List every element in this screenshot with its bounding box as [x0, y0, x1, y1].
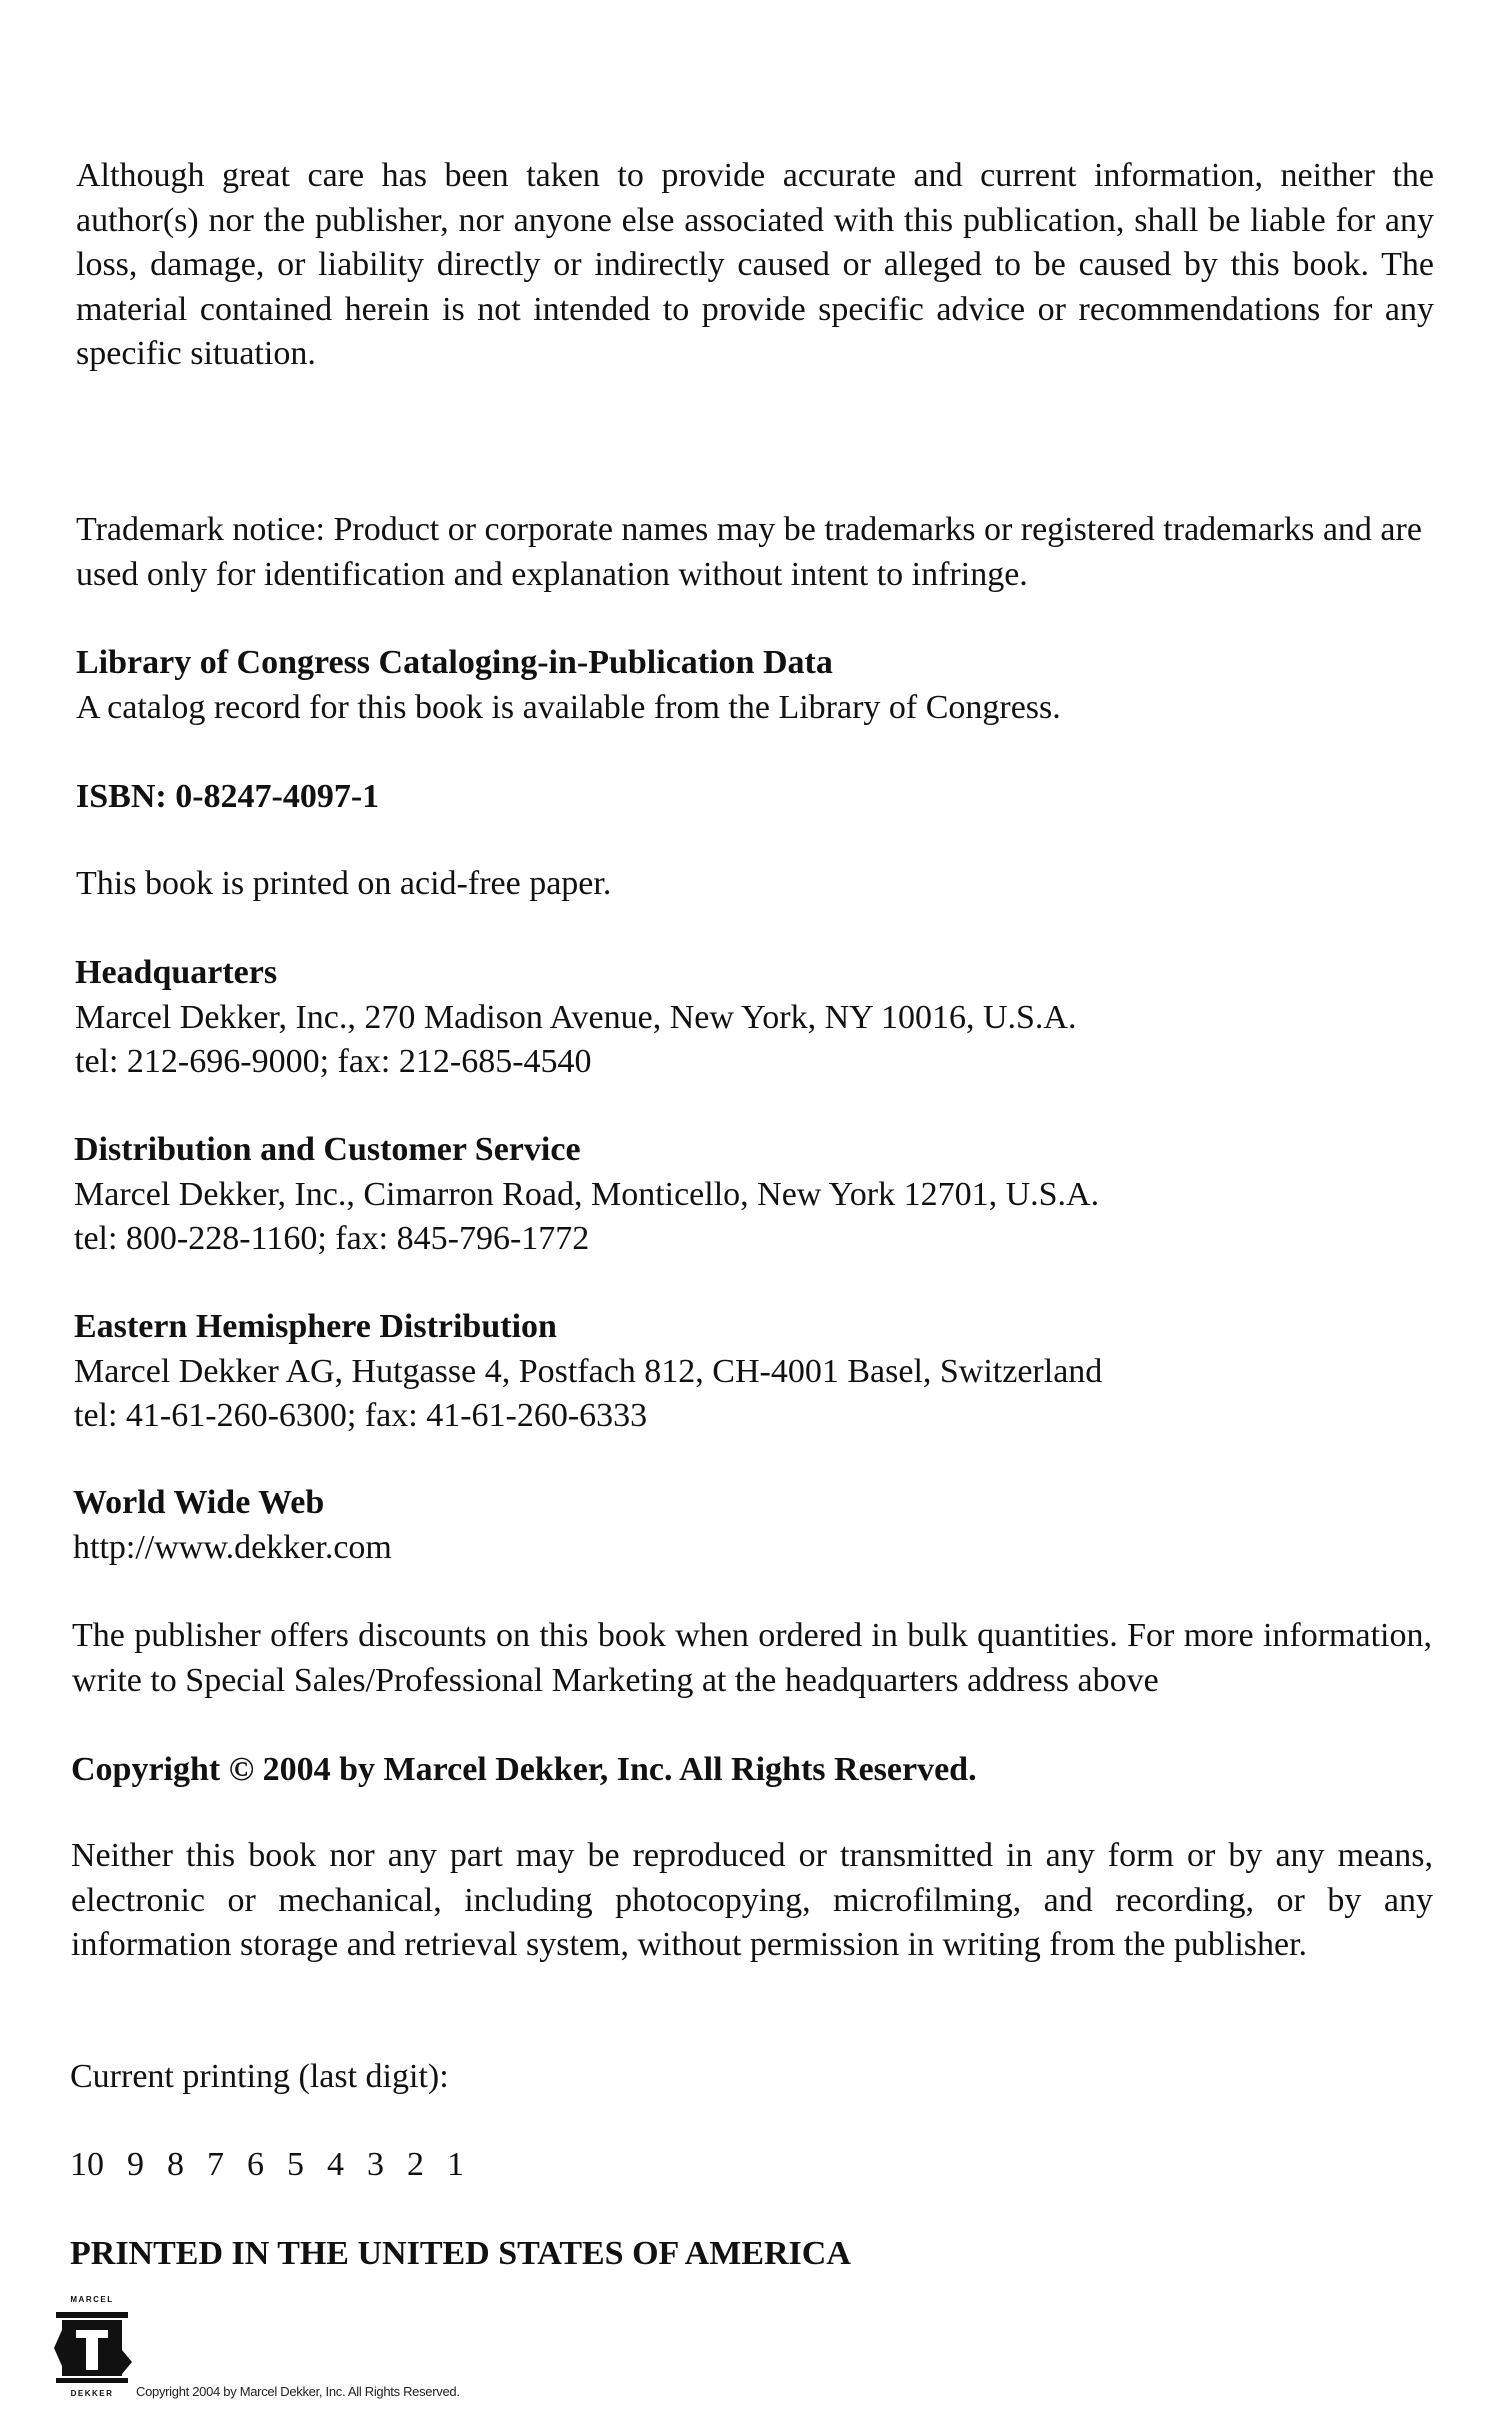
logo-top-word: MARCEL [70, 2295, 114, 2304]
footer-copyright-note: Copyright 2004 by Marcel Dekker, Inc. All Rights Reserved. [136, 2384, 460, 2399]
cip-block [76, 641, 1436, 730]
marcel-dekker-logo [52, 2290, 132, 2400]
headquarters-block [75, 951, 1435, 1085]
paper-note: This book is printed on acid-free paper. [76, 865, 612, 902]
eastern-address: Marcel Dekker AG, Hutgasse 4, Postfach 812, CH-4001 Basel, Switzerland [74, 1352, 1103, 1390]
bulk-note: The publisher offers discounts on this book when ordered in bulk quantities. For more information, write to Special Sales/Professional Marketing at the headquarters address above [72, 1617, 1432, 1699]
cip-text: A catalog record for this book is available from the Library of Congress. [76, 688, 1061, 726]
eastern-block [74, 1305, 1434, 1439]
printing-digit: 3 [367, 2146, 384, 2183]
printing-digit: 6 [247, 2146, 264, 2183]
distribution-heading: Distribution and Customer Service [74, 1131, 581, 1168]
eastern-heading: Eastern Hemisphere Distribution [74, 1308, 557, 1345]
headquarters-address: Marcel Dekker, Inc., 270 Madison Avenue, New York, NY 10016, U.S.A. [75, 998, 1077, 1036]
eastern-contact: tel: 41-61-260-6300; fax: 41-61-260-6333 [74, 1397, 648, 1434]
logo-bottom-word: DEKKER [70, 2389, 114, 2398]
copyright-line: Copyright © 2004 by Marcel Dekker, Inc. All Rights Reserved. [71, 1751, 977, 1788]
rights-paragraph: Neither this book nor any part may be reproduced or transmitted in any form or by any means, electronic or mechanical, including photocopying, microfilming, and recording, or by any information storage and retrieval system, without permission in writing from the publisher. [71, 1837, 1433, 1963]
printing-digit: 10 [70, 2146, 104, 2183]
trademark-notice: Trademark notice: Product or corporate names may be trademarks or registered trademarks and are used only for identification and explanation without intent to infringe. [76, 511, 1422, 593]
printing-label: Current printing (last digit): [70, 2058, 449, 2095]
distribution-block [74, 1128, 1434, 1262]
printing-digit: 2 [407, 2146, 424, 2183]
disclaimer-paragraph: Although great care has been taken to provide accurate and current information, neither the author(s) nor the publisher, nor anyone else associated with this publication, shall be liable for any loss, damage, or liability directly or indirectly caused or alleged to be caused by this book. The material contained herein is not intended to provide specific advice or recommendations for any specific situation. [76, 157, 1434, 372]
headquarters-heading: Headquarters [75, 954, 278, 991]
printing-digit: 8 [167, 2146, 184, 2183]
distribution-contact: tel: 800-228-1160; fax: 845-796-1772 [74, 1220, 590, 1257]
distribution-address: Marcel Dekker, Inc., Cimarron Road, Monticello, New York 12701, U.S.A. [74, 1175, 1100, 1213]
headquarters-contact: tel: 212-696-9000; fax: 212-685-4540 [75, 1043, 592, 1080]
printing-digit: 4 [327, 2146, 344, 2183]
web-url[interactable]: http://www.dekker.com [73, 1528, 392, 1566]
printing-digit: 9 [127, 2146, 144, 2183]
printing-digit: 1 [447, 2146, 464, 2183]
cip-heading: Library of Congress Cataloging-in-Publication Data [76, 644, 833, 681]
printing-digit: 7 [207, 2146, 224, 2183]
printing-digits [70, 2143, 487, 2187]
printed-in: PRINTED IN THE UNITED STATES OF AMERICA [70, 2235, 851, 2272]
isbn: ISBN: 0-8247-4097-1 [76, 778, 380, 815]
web-heading: World Wide Web [73, 1484, 325, 1521]
printing-digit: 5 [287, 2146, 304, 2183]
web-block [73, 1481, 1433, 1570]
